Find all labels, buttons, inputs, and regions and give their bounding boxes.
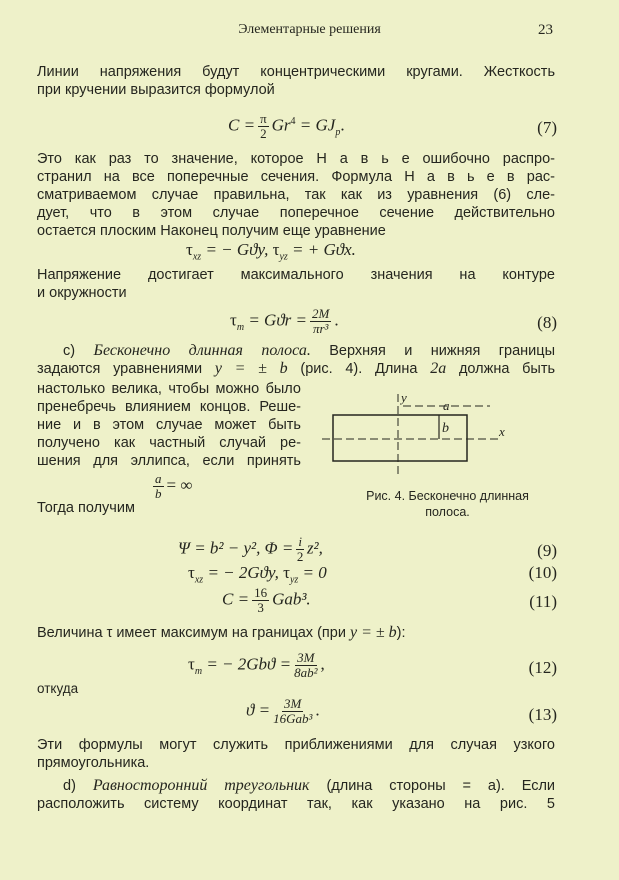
equation-7: C = $\frac{\pi}{2}$ $Gr^4 = GJ_p$. <box>228 111 345 141</box>
paragraph-line: ние и в этом случае может быть <box>37 417 301 433</box>
equation-13: ϑ = 3M 16Gab³ . <box>246 696 320 726</box>
label-x: x <box>499 424 505 439</box>
equation-number: (9) <box>537 541 557 560</box>
equation-ratio: $\frac{a}{b}$ = ∞ <box>155 471 193 501</box>
label-a: a <box>443 398 450 413</box>
paragraph-line: шения для эллипса, если принять <box>37 453 301 469</box>
section-d-heading-line: d) Равносторонний треугольник (длина стороны = a). Если <box>63 777 556 794</box>
figure-4-strip-diagram <box>315 388 515 480</box>
paragraph-line: Это как раз то значение, которое Н а в ь е ошибочно распро- <box>37 151 555 167</box>
paragraph-line: получено как частный случай ре- <box>37 435 301 451</box>
paragraph-line: настолько велика, чтобы можно было <box>37 381 301 397</box>
label-b: b <box>442 421 449 436</box>
paragraph-line: расположить систему координат так, как указано на рис. 5 <box>37 796 555 812</box>
paragraph-line: сматриваемом случае правильна, так как из уравнения (6) сле- <box>37 187 555 203</box>
section-c-heading-line: c) Бесконечно длинная полоса. Верхняя и нижняя границы <box>63 342 555 359</box>
paragraph-line: Величина τ имеет максимум на границах (при y = ± b): <box>37 624 406 641</box>
equation-8: $\tau_m = Gϑr$ = $\frac{2M}{\text{πr³}}$ . <box>230 306 339 336</box>
paragraph-line: остается плоским Наконец получим еще уравнение <box>37 223 386 239</box>
paragraph-line: и окружности <box>37 285 127 301</box>
page-number: 23 <box>538 22 553 38</box>
running-header-title: Элементарные решения <box>238 22 381 37</box>
equation-number: (10) <box>528 563 557 582</box>
figure-caption: полоса. <box>425 505 470 519</box>
equation-12: $\tau_m$ = − 2Gbϑ = $\frac{3M}{\text{8ab²}}$ , <box>188 650 325 680</box>
label-y: y <box>401 390 407 405</box>
paragraph-line: дует, что в этом случае поперечное сечение действительно <box>37 205 555 221</box>
equation-10: $\tau_{xz}$ = − 2Gϑy, $\tau_{yz} = 0$ <box>188 563 327 586</box>
paragraph-line: задаются уравнениями y = ± b (рис. 4). Длина 2a должна быть <box>37 360 556 377</box>
equation-number: (11) <box>529 592 557 611</box>
equation-number: (13) <box>528 705 557 724</box>
paragraph-line: Линии напряжения будут концентрическими кругами. Жесткость <box>37 64 555 80</box>
equation-11: C = $\frac{16}{3}$ Gab³. <box>222 585 311 615</box>
equation-number: (8) <box>537 313 557 332</box>
paragraph-line: откуда <box>37 681 79 696</box>
paragraph-line: странил на все поперечные сечения. Формула Н а в ь е в рас- <box>37 169 555 185</box>
paragraph-line: прямоугольника. <box>37 755 150 771</box>
paragraph-line: пренебречь влиянием концов. Реше- <box>37 399 301 415</box>
figure-caption: Рис. 4. Бесконечно длинная <box>366 489 529 503</box>
paragraph-line: Напряжение достигает максимального значения на контуре <box>37 267 555 283</box>
paragraph-line: Эти формулы могут служить приближениями для случая узкого <box>37 737 555 753</box>
equation-number: (7) <box>537 118 557 137</box>
equation-tau: $\tau_{xz}$ = − Gϑy, $\tau_{yz}$ = + Gϑx. <box>186 240 356 263</box>
equation-number: (12) <box>528 658 557 677</box>
equation-9: Ψ = b² − y², Φ = $\frac{i}{2}$ z², <box>178 534 323 564</box>
paragraph-line: Тогда получим <box>37 500 135 516</box>
paragraph-line: при кручении выразится формулой <box>37 82 275 98</box>
